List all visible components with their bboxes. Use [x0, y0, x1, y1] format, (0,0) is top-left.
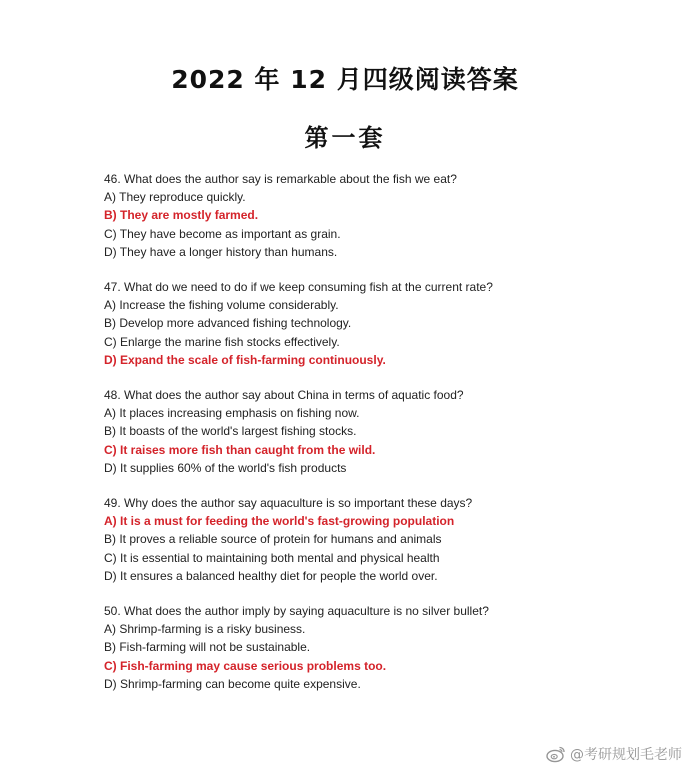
question-49 [104, 494, 664, 585]
correct-answer-option: D) Expand the scale of fish-farming continuously. [104, 352, 386, 367]
answer-option: B) Fish-farming will not be sustainable. [104, 640, 311, 655]
question-47 [104, 278, 664, 369]
correct-answer-option: C) Fish-farming may cause serious problems too. [104, 658, 387, 673]
correct-answer-option: C) It raises more fish than caught from the wild. [104, 442, 376, 457]
question-prompt: 46. What does the author say is remarkable about the fish we eat? [104, 172, 457, 186]
question-prompt: 47. What do we need to do if we keep consuming fish at the current rate? [104, 280, 493, 295]
answer-option: A) They reproduce quickly. [104, 190, 246, 205]
correct-answer-option: A) It is a must for feeding the world's fast-growing population [104, 514, 455, 529]
answer-option: C) It is essential to maintaining both mental and physical health [104, 550, 440, 565]
question-46 [104, 170, 664, 261]
page-title: 2022 年 12 月四级阅读答案 [171, 65, 519, 94]
page-subtitle: 第一套 [304, 124, 386, 152]
answer-option: D) It ensures a balanced healthy diet for people the world over. [104, 568, 438, 583]
answer-option: B) It boasts of the world's largest fishing stocks. [104, 424, 357, 439]
question-48 [104, 386, 664, 477]
answer-option: C) Enlarge the marine fish stocks effectively. [104, 334, 340, 349]
answer-option: B) It proves a reliable source of protein for humans and animals [104, 532, 442, 547]
answer-option: C) They have become as important as grain. [104, 226, 341, 241]
question-50 [104, 602, 664, 693]
watermark-text: @考研规划毛老师 [570, 747, 682, 763]
question-list [104, 170, 664, 710]
watermark [546, 744, 682, 764]
question-prompt: 49. Why does the author say aquaculture is so important these days? [104, 496, 473, 511]
correct-answer-option: B) They are mostly farmed. [104, 208, 259, 223]
weibo-icon [546, 745, 566, 763]
question-prompt: 48. What does the author say about China in terms of aquatic food? [104, 388, 464, 403]
answer-option: A) Shrimp-farming is a risky business. [104, 622, 306, 637]
answer-option: D) It supplies 60% of the world's fish products [104, 460, 347, 475]
answer-option: D) Shrimp-farming can become quite expensive. [104, 676, 361, 691]
answer-option: A) It places increasing emphasis on fishing now. [104, 406, 360, 421]
question-prompt: 50. What does the author imply by saying aquaculture is no silver bullet? [104, 604, 489, 619]
answer-option: D) They have a longer history than humans. [104, 244, 338, 259]
answer-option: B) Develop more advanced fishing technology. [104, 316, 352, 331]
answer-option: A) Increase the fishing volume considerably. [104, 298, 339, 313]
